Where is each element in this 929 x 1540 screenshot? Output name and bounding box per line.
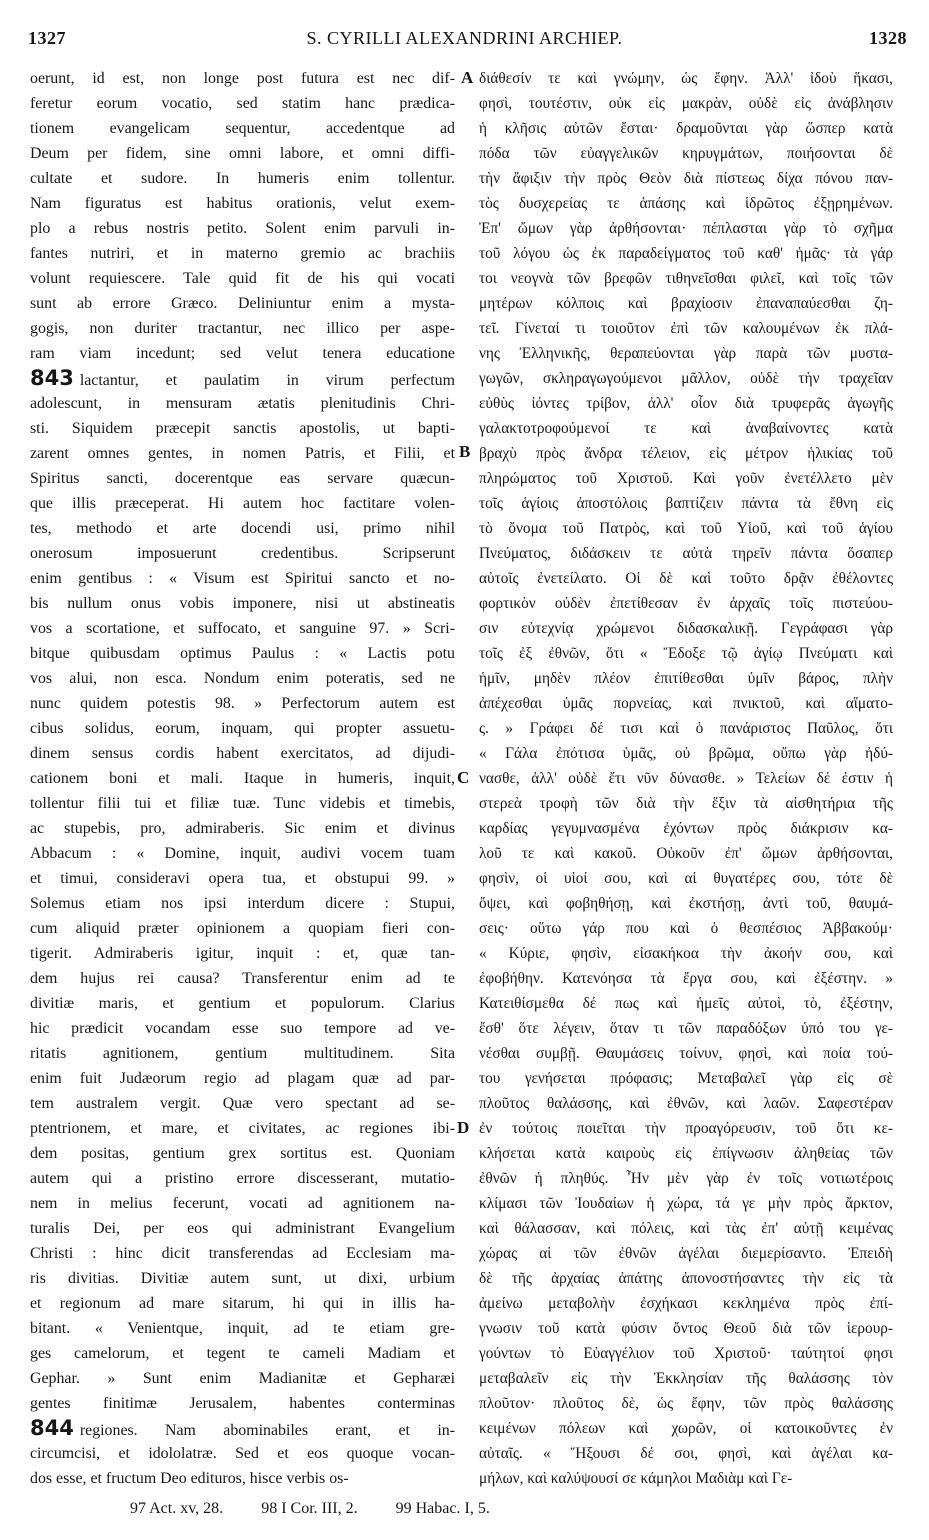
line-text: φησὶ, τουτέστιν, οὐκ εἰς μακρὰν, οὐδὲ εἰς ἀνάβλησιν <box>479 95 893 112</box>
line-text: tem australem vergit. Quæ vero spectant ad se- <box>30 1095 455 1112</box>
text-line <box>30 291 455 316</box>
text-line <box>30 941 455 966</box>
line-text: turalis Dei, per eos qui administrant Evangelium <box>30 1220 455 1237</box>
line-text: Abbacum : « Domine, inquit, audivi vocem tuam <box>30 845 455 862</box>
line-text: gogis, non duriter tractantur, nec illico per aspe- <box>30 320 455 337</box>
line-text: plo a rebus nostris petito. Solent enim parvuli in- <box>30 220 455 237</box>
text-line <box>30 991 455 1016</box>
line-text: cum aliquid præter opinionem a quopiam fieri con- <box>30 920 455 937</box>
line-text: lactantur, et paulatim in virum perfectum <box>79 372 455 389</box>
line-text: oerunt, id est, non longe post futura est nec dif- <box>30 70 455 87</box>
line-text: ptentrionem, et mare, et civitates, ac regiones ibi- <box>30 1120 455 1137</box>
text-line <box>479 391 893 416</box>
text-line <box>479 1116 893 1141</box>
line-text: τὸς δυσχερείας τε ἁπάσης καὶ ἱδρῶτος ἐξῃρημένων. <box>479 195 893 212</box>
text-line <box>30 791 455 816</box>
text-line <box>30 66 455 91</box>
column-number: 844 <box>30 1416 74 1440</box>
text-line <box>479 1291 893 1316</box>
text-line <box>30 1141 455 1166</box>
line-text: τοῖς ἁγίοις ἀποστόλοις βαπτίζειν πάντα τὰ ἔθνη εἰς <box>479 495 893 512</box>
line-text: εὐθὺς ἰόντες τρίβον, ἀλλ' οἷον διὰ τρυφερᾶς ἀγωγῆς <box>479 395 893 412</box>
text-line <box>30 1016 455 1041</box>
line-text: ἡμῖν, μηδὲν πλέον ἐπιτίθεσθαι ὑμῖν βάρος, πλὴν <box>479 670 893 687</box>
line-text: του γενήσεται πρόφασις; Μεταβαλεῖ γὰρ εἰς σὲ <box>479 1070 893 1087</box>
line-text: νασθε, ἀλλ' οὐδὲ ἔτι νῦν δύνασθε. » Τελείων δέ ἐστιν ἡ <box>479 770 893 787</box>
text-line <box>30 716 455 741</box>
line-text: τοῦ λόγου ὡς ἐκ παραδείγματος τοῦ καθ' ἡμᾶς· τὰ γάρ <box>479 245 893 262</box>
line-text: λοῦ τε καὶ κακοῦ. Οὐκοῦν ἐπ' ὤμων ἀρθήσονται, <box>479 845 893 862</box>
text-line <box>30 116 455 141</box>
line-text: cultate et sudore. In humeris enim tollentur. <box>30 170 455 187</box>
line-text: πλοῦτος θαλάσσης, καὶ ἐθνῶν, καὶ λαῶν. Σαφεστέραν <box>479 1095 893 1112</box>
line-text: σιν εὐτεχνίᾳ χρώμενοι διδασκαλικῇ. Γεγράφασι γὰρ <box>479 620 893 637</box>
text-line <box>30 541 455 566</box>
text-line <box>479 516 893 541</box>
text-line <box>30 1091 455 1116</box>
text-line <box>30 566 455 591</box>
text-line <box>30 666 455 691</box>
text-line <box>30 1341 455 1366</box>
text-line <box>479 441 893 466</box>
line-text: onerosum imposuerunt credentibus. Scripserunt <box>30 545 455 562</box>
line-text: tollentur filii tui et filiæ tuæ. Tunc videbis et timebis, <box>30 795 455 812</box>
line-text: νέσθαι συμβῇ. Θαυμάσεις τοίνυν, φησὶ, καὶ ποία τού- <box>479 1045 893 1062</box>
text-line <box>30 1416 455 1441</box>
text-line <box>479 1016 893 1041</box>
line-text: πλοῦτον· πλοῦτος δὲ, ὡς ἔφην, τῶν πρὸς θαλάσσης <box>479 1395 893 1412</box>
line-text: τὴν ἄφιξιν τὴν πρὸς Θεὸν διὰ πίστεως δίχα πόνου παν- <box>479 170 893 187</box>
margin-marker-c: C <box>457 768 470 787</box>
text-line <box>479 541 893 566</box>
text-line <box>30 1441 455 1466</box>
line-text: dem positas, gentium grex sortitus est. Quoniam <box>30 1145 455 1162</box>
line-text: et timui, consideravi opera tua, et obstupui 99. » <box>30 870 455 887</box>
text-line <box>479 1166 893 1191</box>
line-text: vos alui, non esca. Nondum enim poteratis, sed ne <box>30 670 455 687</box>
text-line <box>479 916 893 941</box>
line-text: autem qui a pristino errore discesserant, mutatio- <box>30 1170 455 1187</box>
text-line <box>479 841 893 866</box>
text-line <box>30 1216 455 1241</box>
line-text: zarent omnes gentes, in nomen Patris, et Filii, et <box>30 445 455 462</box>
line-text: ges camelorum, et tegent te cameli Madiam et <box>30 1345 455 1362</box>
line-text: Πνεύματος, διδάσκειν τε αὐτὰ τηρεῖν πάντα ὅσαπερ <box>479 545 893 562</box>
line-text: τεῖ. Γίνεταί τι τοιοῦτον ἐπὶ τῶν καλουμένων ἐκ πλά- <box>479 320 893 337</box>
text-line <box>30 866 455 891</box>
line-text: γνωσιν τοῦ κατὰ φύσιν ὄντος Θεοῦ διὰ τῶν ἱερουρ- <box>479 1320 893 1337</box>
line-text: τοῖς ἐξ ἐθνῶν, ὅτι « Ἔδοξε τῷ ἁγίῳ Πνεύματι καὶ <box>479 645 893 662</box>
text-line <box>30 816 455 841</box>
text-line <box>479 691 893 716</box>
line-text: hic prædicit vocandam esse suo tempore ad ve- <box>30 1020 455 1037</box>
text-line <box>479 466 893 491</box>
text-line <box>30 1241 455 1266</box>
line-text: enim fuit Judæorum regio ad plagam quæ ad par- <box>30 1070 455 1087</box>
line-text: Ἐπ' ὤμων γὰρ ἀρθήσονται· πέπλασται γὰρ τὸ σχῆμα <box>479 220 893 237</box>
text-line <box>30 391 455 416</box>
line-text: γωγῶν, σκληραγωγούμενοι μᾶλλον, οὐδὲ τὴν τραχεῖαν <box>479 370 893 387</box>
line-text: dos esse, et fructum Deo edituros, hisce verbis os- <box>30 1470 349 1487</box>
text-line <box>479 1066 893 1091</box>
text-line <box>479 766 893 791</box>
text-line <box>479 416 893 441</box>
text-line <box>30 1291 455 1316</box>
text-line <box>30 891 455 916</box>
text-line <box>479 1216 893 1241</box>
line-text: βραχὺ πρὸς ἄνδρα τέλειον, εἰς μέτρον ἡλικίας τοῦ <box>479 445 893 462</box>
text-line <box>479 1266 893 1291</box>
line-text: δὲ τῆς ἀρχαίας ἀπάτης ἀπονοστήσαντες τὴν εἰς τὰ <box>479 1270 893 1287</box>
text-line <box>30 1041 455 1066</box>
text-line <box>30 341 455 366</box>
text-line <box>30 641 455 666</box>
text-line <box>30 416 455 441</box>
line-text: nem in melius fecerunt, vocati ad agnitionem na- <box>30 1195 455 1212</box>
line-text: et regionum ad mare sitarum, hi qui in illis ha- <box>30 1295 455 1312</box>
line-text: tionem evangelicam sequentur, accedentque ad <box>30 120 455 137</box>
text-line <box>479 66 893 91</box>
latin-column <box>30 66 455 1491</box>
text-line <box>479 566 893 591</box>
line-text: στερεὰ τροφὴ τῶν διὰ τὴν ἕξιν τὰ αἰσθητήρια τῆς <box>479 795 893 812</box>
line-text: bitque quibusdam optimus Paulus : « Lactis potu <box>30 645 455 662</box>
text-line <box>30 741 455 766</box>
line-text: ἔσθ' ὅτε λέγειν, ὅταν τι τῶν παραδόξων ὑπό του γε- <box>479 1020 893 1037</box>
line-text: dem hujus rei causa? Transferentur enim ad te <box>30 970 455 987</box>
line-text: bitant. « Venientque, inquit, ad te etiam gre- <box>30 1320 455 1337</box>
line-text: τὸ ὄνομα τοῦ Πατρὸς, καὶ τοῦ Υἱοῦ, καὶ τοῦ ἁγίου <box>479 520 893 537</box>
text-line <box>479 241 893 266</box>
greek-column <box>479 66 893 1491</box>
text-line <box>30 216 455 241</box>
text-line <box>30 841 455 866</box>
line-text: καὶ θάλασσαν, καὶ πόλεις, καὶ τὰς ἐπ' αὐτῇ κειμένας <box>479 1220 893 1237</box>
line-text: cibus solidus, eorum, inquam, qui propter assuetu- <box>30 720 455 737</box>
line-text: sunt ab errore Græco. Deliniuntur enim a mysta- <box>30 295 455 312</box>
text-line <box>479 791 893 816</box>
text-line <box>479 716 893 741</box>
text-line <box>479 366 893 391</box>
line-text: νης Ἑλληνικῆς, θεραπεύονται γὰρ παρὰ τῶν μυστα- <box>479 345 893 362</box>
line-text: κλίμασι τῶν Ἰουδαίων ἡ χώρα, τά γε μὴν πρὸς ἄρκτον, <box>479 1195 893 1212</box>
line-text: Spiritus sancti, docerentque eas servare quæcun- <box>30 470 455 487</box>
line-text: enim gentibus : « Visum est Spiritui sancto et no- <box>30 570 455 587</box>
line-text: gentes finitimæ Jerusalem, habentes conterminas <box>30 1395 455 1412</box>
page-number-right: 1328 <box>869 28 907 48</box>
text-line <box>30 1391 455 1416</box>
line-text: Nam figuratus est habitus orationis, velut exem- <box>30 195 455 212</box>
line-text: ἐθνῶν ἡ πληθύς. Ἦν μὲν γὰρ ἐν τοῖς νοτιωτέροις <box>479 1170 893 1187</box>
line-text: regiones. Nam abominabiles erant, et in- <box>79 1422 455 1439</box>
text-line <box>479 991 893 1016</box>
line-text: μητέρων κόλποις καὶ βραχίοσιν ἐπαναπαύεσθαι ζη- <box>479 295 893 312</box>
text-line <box>30 1166 455 1191</box>
text-line <box>479 941 893 966</box>
line-text: ac stupebis, pro, admiraberis. Sic enim et divinus <box>30 820 455 837</box>
text-line <box>479 116 893 141</box>
text-line <box>479 1041 893 1066</box>
text-line <box>479 1241 893 1266</box>
text-line <box>30 1191 455 1216</box>
text-line <box>479 1316 893 1341</box>
footnote: 97 Act. xv, 28. <box>130 1500 224 1517</box>
margin-marker-d: D <box>457 1118 470 1137</box>
text-line <box>30 1466 455 1491</box>
line-text: fantes nutriri, et in materno gremio ac brachiis <box>30 245 455 262</box>
line-text: ἀπέχεσθαι ὑμᾶς πορνείας, καὶ πνικτοῦ, καὶ αἵματο- <box>479 695 893 712</box>
page-number-left: 1327 <box>28 28 66 48</box>
text-line <box>479 891 893 916</box>
line-text: διάθεσίν τε καὶ γνώμην, ὡς ἔφην. Ἀλλ' ἰδοὺ ἥκασι, <box>479 70 893 87</box>
column-number: 843 <box>30 366 74 390</box>
text-line <box>30 241 455 266</box>
line-text: sti. Siquidem præcepit sanctis apostolis, ut bapti- <box>30 420 455 437</box>
text-line <box>479 166 893 191</box>
text-line <box>479 1441 893 1466</box>
line-text: κειμένων πόλεων καὶ χωρῶν, οἱ κατοικοῦντες ἐν <box>479 1420 893 1437</box>
footnotes <box>130 1500 524 1518</box>
line-text: ς. » Γράφει δέ τισι καὶ ὁ πανάριστος Παῦλος, ὅτι <box>479 720 893 737</box>
text-line <box>479 91 893 116</box>
line-text: cationem boni et mali. Itaque in humeris, inquit, <box>30 770 455 787</box>
text-line <box>479 191 893 216</box>
line-text: adolescunt, in mensuram ætatis plenitudinis Chri- <box>30 395 455 412</box>
line-text: Κατειθίσμεθα δέ πως καὶ ἡμεῖς αὐτοὶ, τὸ, ἐξέστην, <box>479 995 893 1012</box>
line-text: Solemus etiam nos ipsi interdum dicere : Stupui, <box>30 895 455 912</box>
line-text: ἐν τούτοις ποιεῖται τὴν προαγόρευσιν, τοῦ ὅτι κε- <box>479 1120 893 1137</box>
text-line <box>479 866 893 891</box>
text-line <box>479 1341 893 1366</box>
text-line <box>479 341 893 366</box>
line-text: ritatis agnitionem, gentium multitudinem. Sita <box>30 1045 455 1062</box>
line-text: μήλων, καὶ καλύψουσί σε κάμηλοι Μαδιὰμ καὶ Γε- <box>479 1470 793 1487</box>
text-line <box>30 1266 455 1291</box>
text-line <box>30 1366 455 1391</box>
line-text: tes, methodo et arte docendi usi, primo nihil <box>30 520 455 537</box>
text-line <box>479 616 893 641</box>
text-line <box>479 1141 893 1166</box>
line-text: tigerit. Admiraberis igitur, inquit : et, quæ tan- <box>30 945 455 962</box>
margin-marker-b: B <box>459 442 471 461</box>
line-text: μεταβαλεῖν εἰς τὴν Ἐκκλησίαν τῆς θαλάσσης τὸν <box>479 1370 893 1387</box>
text-line <box>30 1316 455 1341</box>
text-line <box>479 741 893 766</box>
line-text: ἡ κλῆσις αὐτῶν ἔσται· δραμοῦνται γὰρ ὥσπερ κατὰ <box>479 120 893 137</box>
text-line <box>30 616 455 641</box>
text-line <box>479 141 893 166</box>
line-text: γούντων τὸ Εὐαγγέλιον τοῦ Χριστοῦ· ταύτητοί φησι <box>479 1345 893 1362</box>
line-text: φορτικὸν οὐδὲν ἐπετίθεσαν ἐν ἀρχαῖς τοῖς πιστεύου- <box>479 595 893 612</box>
line-text: ἀμείνω μεταβολὴν ἐσχήκασι κεκλημένα πρὸς ἐπί- <box>479 1295 893 1312</box>
line-text: divitiæ maris, et gentium et populorum. Clarius <box>30 995 455 1012</box>
text-line <box>479 491 893 516</box>
text-line <box>30 1116 455 1141</box>
text-line <box>479 1416 893 1441</box>
text-line <box>479 266 893 291</box>
line-text: κλήσεται κατὰ καιροὺς εἰς ἐπίγνωσιν ἀληθείας τῶν <box>479 1145 893 1162</box>
line-text: « Γάλα ἐπότισα ὑμᾶς, οὐ βρῶμα, οὔπω γὰρ ἠδύ- <box>479 745 893 762</box>
line-text: αὐτοῖς ἐνετείλατο. Οἱ δὲ καὶ τοῦτο δρᾷν ἐθέλοντες <box>479 570 893 587</box>
text-line <box>479 1466 893 1491</box>
text-line <box>30 191 455 216</box>
line-text: vos a scortatione, et suffocato, et sanguine 97. » Scri- <box>30 620 455 637</box>
text-line <box>30 591 455 616</box>
text-line <box>30 491 455 516</box>
text-line <box>30 316 455 341</box>
margin-marker-a: A <box>461 68 474 87</box>
text-line <box>30 166 455 191</box>
text-line <box>479 316 893 341</box>
text-line <box>479 291 893 316</box>
line-text: ὄψει, καὶ φοβηθήσῃ, καὶ ἐκστήσῃ, ἀντὶ τοῦ, θαυμά- <box>479 895 893 912</box>
text-line <box>30 91 455 116</box>
line-text: que illis præceperat. Hi autem hoc factitare volen- <box>30 495 455 512</box>
line-text: Gephar. » Sunt enim Madianitæ et Gepharæi <box>30 1370 455 1387</box>
text-line <box>30 766 455 791</box>
footnote: 99 Habac. I, 5. <box>395 1500 490 1517</box>
text-line <box>30 141 455 166</box>
text-line <box>30 266 455 291</box>
line-text: αὐταῖς. « Ἥξουσι δέ σοι, φησὶ, καὶ ἀγέλαι κα- <box>479 1445 893 1462</box>
text-line <box>479 1091 893 1116</box>
text-line <box>479 1366 893 1391</box>
line-text: γαλακτοτροφούμενοί τε καὶ ἀναβαίνοντες κατὰ <box>479 420 893 437</box>
line-text: ram viam incedunt; sed velut tenera educatione <box>30 345 455 362</box>
line-text: καρδίας γεγυμνασμένα ἐχόντων πρὸς διάκρισιν κα- <box>479 820 893 837</box>
text-line <box>479 591 893 616</box>
line-text: ἐφοβήθην. Κατενόησα τὰ ἔργα σου, καὶ ἐξέστην. » <box>479 970 893 987</box>
text-line <box>479 641 893 666</box>
line-text: τοι νεογνὰ τῶν βρεφῶν τιθηνεῖσθαι φιλεῖ, καὶ τοῖς τῶν <box>479 270 893 287</box>
line-text: circumcisi, et idololatræ. Sed et eos quoque vocan- <box>30 1445 455 1462</box>
footnote: 98 I Cor. III, 2. <box>261 1500 358 1517</box>
text-line <box>30 916 455 941</box>
line-text: « Κύριε, φησὶν, εἰσακήκοα τὴν ἀκοήν σου, καὶ <box>479 945 893 962</box>
text-line <box>30 1066 455 1091</box>
line-text: Deum per fidem, sine omni labore, et omni diffi- <box>30 145 455 162</box>
running-title: S. CYRILLI ALEXANDRINI ARCHIEP. <box>306 28 623 48</box>
line-text: πληρώματος τοῦ Χριστοῦ. Καὶ γοῦν ἐνετέλλετο μὲν <box>479 470 893 487</box>
line-text: φησὶν, οἱ υἱοί σου, καὶ αἱ θυγατέρες σου, τότε δὲ <box>479 870 893 887</box>
line-text: πόδα τῶν εὐαγγελικῶν κηρυγμάτων, ποιήσονται δὲ <box>479 145 893 162</box>
line-text: volunt requiescere. Tale quid fit de his qui vocati <box>30 270 455 287</box>
text-line <box>30 691 455 716</box>
line-text: bis nullum onus vobis imponere, nisi ut abstineatis <box>30 595 455 612</box>
text-line <box>479 1391 893 1416</box>
text-line <box>30 516 455 541</box>
line-text: feretur eorum vocatio, sed statim hanc prædica- <box>30 95 455 112</box>
text-line <box>479 666 893 691</box>
text-line <box>479 966 893 991</box>
text-line <box>479 816 893 841</box>
text-line <box>30 966 455 991</box>
line-text: χώρας αἱ τῶν ἐθνῶν ἀγέλαι διεμερίσαντο. Ἐπειδὴ <box>479 1245 893 1262</box>
text-line <box>30 366 455 391</box>
text-line <box>30 466 455 491</box>
line-text: ris divitias. Divitiæ autem sunt, ut dixi, urbium <box>30 1270 455 1287</box>
line-text: dinem sensus cordis habent exercitatos, ad dijudi- <box>30 745 455 762</box>
line-text: σεις· οὕτω γάρ που καὶ ὁ θεσπέσιος Ἀββακούμ· <box>479 920 893 937</box>
line-text: Christi : hinc dicit transferendas ad Ecclesiam ma- <box>30 1245 455 1262</box>
text-line <box>479 216 893 241</box>
text-line <box>30 441 455 466</box>
text-line <box>479 1191 893 1216</box>
line-text: nunc quidem potestis 98. » Perfectorum autem est <box>30 695 455 712</box>
